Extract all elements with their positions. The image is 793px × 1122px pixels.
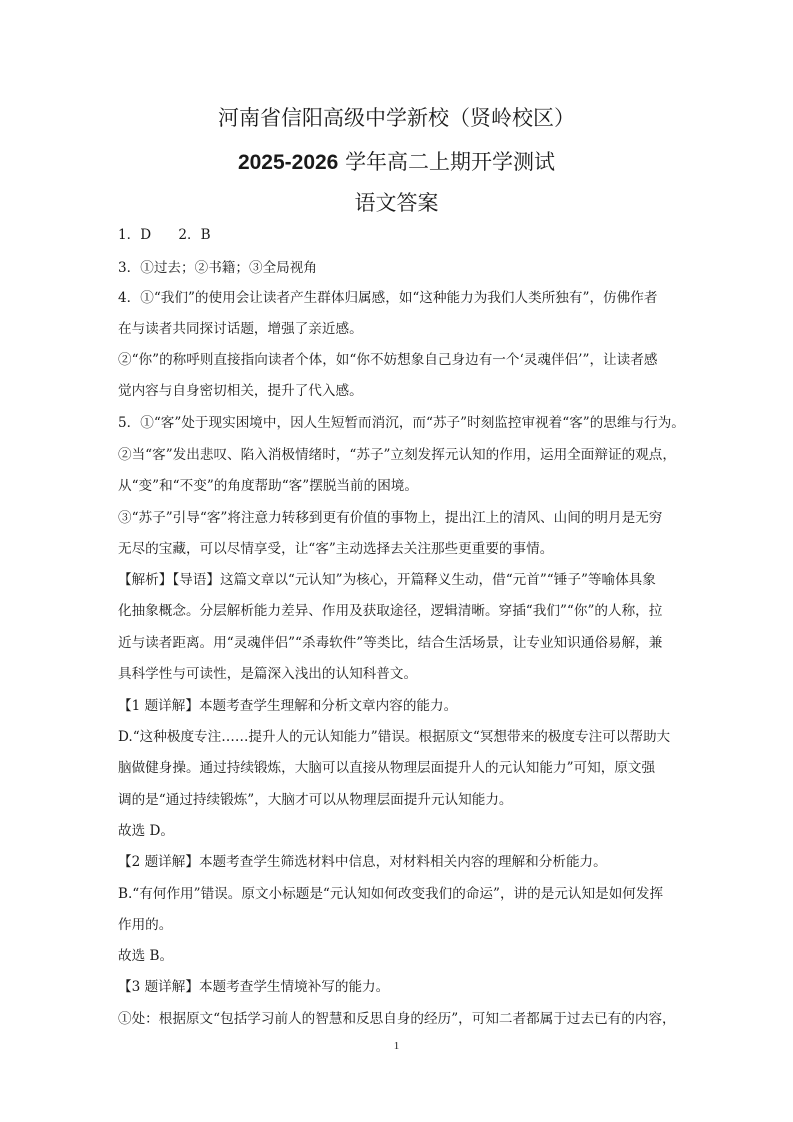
q1-line-2: 脑做健身操。通过持续锻炼，大脑可以直接从物理层面提升人的元认知能力”可知，原文强 xyxy=(118,760,656,776)
q1-choice: 故选 D。 xyxy=(118,823,175,839)
answer-line-3: 3．①过去；②书籍；③全局视角 xyxy=(118,260,317,276)
q3-line-1: ①处：根据原文“包括学习前人的智慧和反思自身的经历”，可知二者都属于过去已有的内容， xyxy=(118,1011,676,1027)
answer-title: 语文答案 xyxy=(354,191,439,215)
q2-heading: 【2 题详解】本题考查学生筛选材料中信息，对材料相关内容的理解和分析能力。 xyxy=(118,854,607,870)
answer-line-5d: ③“苏子”引导“客”将注意力转移到更有价值的事物上，提出江上的清风、山间的明月是无穷 xyxy=(118,510,663,526)
analysis-line-4: 具科学性与可读性，是篇深入浅出的认知科普文。 xyxy=(118,666,418,682)
exam-name: 学年高二上期开学测试 xyxy=(345,150,556,174)
answer-line-4b: 在与读者共同探讨话题，增强了亲近感。 xyxy=(118,321,363,337)
q3-heading: 【3 题详解】本题考查学生情境补写的能力。 xyxy=(118,979,390,995)
answer-line-5c: 从“变”和“不变”的角度帮助“客”摆脱当前的困境。 xyxy=(118,478,418,494)
answer-line-5b: ②当“客”发出悲叹、陷入消极情绪时，“苏子”立刻发挥元认知的作用，运用全面辩证的观点， xyxy=(118,447,676,463)
exam-title xyxy=(0,146,793,176)
answer-line-5e: 无尽的宝藏，可以尽情享受，让“客”主动选择去关注那些更重要的事情。 xyxy=(118,541,554,557)
answer-line-4a: 4．①“我们”的使用会让读者产生群体归属感，如“这种能力为我们人类所独有”，仿佛作者 xyxy=(118,290,658,306)
q1-line-1: D.“这种极度专注……提升人的元认知能力”错误。根据原文“冥想带来的极度专注可以帮助大 xyxy=(118,729,671,745)
answer-line-5a: 5．①“客”处于现实困境中，因人生短暂而消沉，而“苏子”时刻监控审视着“客”的思维与行为。 xyxy=(118,415,685,431)
q1-heading: 【1 题详解】本题考查学生理解和分析文章内容的能力。 xyxy=(118,698,458,714)
analysis-line-3: 近与读者距离。用“灵魂伴侣”“杀毒软件”等类比，结合生活场景，让专业知识通俗易解，兼 xyxy=(118,635,663,651)
analysis-line-1: 【解析】【导语】这篇文章以“元认知”为核心，开篇释义生动，借“元首”“锤子”等喻体具象 xyxy=(118,572,656,588)
q2-line-1: B.“有何作用”错误。原文小标题是“元认知如何改变我们的命运”，讲的是元认知是如何发挥 xyxy=(118,886,664,902)
q2-choice: 故选 B。 xyxy=(118,948,174,964)
answer-line-4d: 觉内容与自身密切相关，提升了代入感。 xyxy=(118,383,363,399)
answer-line-4c: ②“你”的称呼则直接指向读者个体，如“你不妨想象自己身边有一个‘灵魂伴侣’”，让读者感 xyxy=(118,352,658,368)
answer-line-1-2: 1．D 2．B xyxy=(118,227,211,243)
exam-year: 2025-2026 xyxy=(237,151,339,174)
q1-line-3: 调的是“通过持续锻炼”，大脑才可以从物理层面提升元认知能力。 xyxy=(118,792,513,808)
school-title: 河南省信阳高级中学新校（贤岭校区） xyxy=(218,106,575,130)
page-number: 1 xyxy=(393,1040,400,1052)
q2-line-2: 作用的。 xyxy=(118,917,173,933)
analysis-line-2: 化抽象概念。分层解析能力差异、作用及获取途径，逻辑清晰。穿插“我们”“你”的人称，拉 xyxy=(118,603,663,619)
